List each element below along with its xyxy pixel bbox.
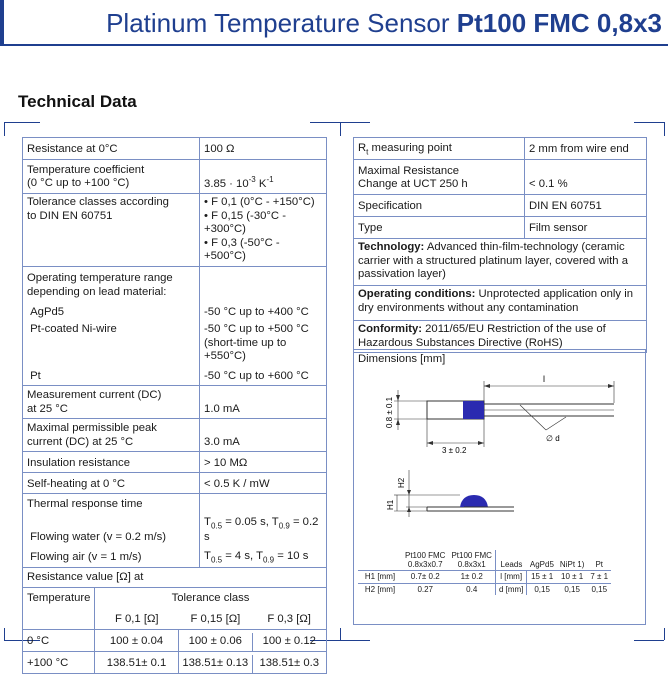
tolerance-values (200, 194, 327, 267)
leader-line (546, 417, 566, 430)
agpd-label (23, 301, 200, 321)
temperature-header-empty (23, 607, 95, 629)
sensor-side-view (386, 470, 514, 517)
t-sub-05: 0.5 (210, 555, 223, 565)
tempcoef-base: 3.85 · 10 (204, 177, 249, 190)
table-row (358, 571, 611, 583)
dimensions-drawing (354, 350, 645, 550)
table-row (23, 567, 327, 587)
rt-symbol: R (358, 142, 367, 155)
air-label (23, 546, 200, 567)
arrow (396, 419, 400, 425)
row-value: 138.51± 0.1 (95, 651, 179, 673)
corner-line (340, 122, 341, 136)
peak-label-line2: current (DC) at 25 °C (27, 435, 134, 448)
resval-label: Resistance value [Ω] at (23, 567, 327, 587)
arrow (396, 395, 400, 401)
type-label: Type (354, 217, 525, 239)
corner-line (4, 628, 5, 640)
dt-agpd-header: AgPd5 (529, 560, 554, 570)
dt-l-label: l [mm] (495, 571, 526, 583)
dimensions-table (358, 550, 611, 595)
dim-h1-text: H1 (386, 499, 395, 510)
dt-h1-label: H1 [mm] (358, 571, 402, 583)
dt-col2-line2: 0.8x3x1 (457, 560, 486, 570)
corner-line (340, 122, 370, 123)
tempcoef-unit: K (255, 177, 267, 190)
tolerance-item: • F 0,15 (-30°C - +300°C) (204, 210, 322, 237)
tolerance-label-line1: Tolerance classes according (27, 196, 169, 208)
technology-text: Advanced thin-film-technology (ceramic carrier with a structured platinum layer, covered with a passivation layer) (358, 241, 628, 281)
sensor-top-view (385, 374, 614, 455)
table-row (354, 321, 647, 353)
maxres-value: < 0.1 % (525, 160, 647, 195)
class-header: F 0,15 [Ω] (190, 613, 241, 626)
peak-label (23, 419, 200, 452)
t-sub-09: 0.9 (278, 521, 290, 531)
technical-data-table (22, 137, 327, 674)
side-chip-dome (460, 495, 488, 507)
table-row (23, 651, 327, 673)
conformity-title: Conformity: (358, 323, 423, 335)
dt-l-v3: 7 ± 1 (587, 571, 611, 583)
dim-height-text: 0.8 ± 0.1 (385, 396, 394, 428)
table-row (23, 386, 327, 419)
dt-col1-line1: Pt100 FMC (405, 551, 446, 560)
agpd-label-text: AgPd5 (30, 305, 65, 318)
table-row (23, 419, 327, 452)
dt-leads-header: Leads (500, 560, 523, 570)
operating-label (23, 266, 200, 301)
meas-value: 1.0 mA (200, 386, 327, 419)
dt-d-v1: 0,15 (527, 583, 557, 595)
row-value-split (179, 633, 326, 651)
dt-col2-header (448, 550, 495, 571)
air-t09: = 10 s (274, 549, 309, 562)
table-row (23, 629, 327, 651)
corner-line (310, 122, 340, 123)
insulation-value: > 10 MΩ (200, 452, 327, 473)
tempcoef-label (23, 160, 200, 194)
title-prefix: Platinum Temperature Sensor (106, 8, 457, 38)
t-sub-09: 0.9 (262, 555, 275, 565)
properties-table (353, 137, 647, 353)
peak-value: 3.0 mA (200, 419, 327, 452)
section-title: Technical Data (18, 92, 137, 111)
dt-l-v1: 15 ± 1 (527, 571, 557, 583)
row-temp: +100 °C (23, 651, 95, 673)
corner-line (634, 640, 664, 641)
pt-label-text: Pt (30, 369, 41, 382)
dim-diameter-text: ∅ d (546, 434, 560, 443)
table-row (23, 587, 327, 607)
t-sub-05: 0.5 (210, 521, 223, 531)
table-row (354, 239, 647, 286)
spec-value: DIN EN 60751 (525, 195, 647, 217)
ptni-label (23, 321, 200, 366)
air-value (200, 546, 327, 567)
rt-label-rest: measuring point (368, 142, 452, 155)
tolerance-item: • F 0,1 (0°C - +150°C) (204, 196, 322, 210)
air-t05: = 4 s, T (222, 549, 263, 562)
operating-empty (200, 266, 327, 301)
selfheat-label: Self-heating at 0 °C (23, 473, 200, 494)
tempcoef-value (200, 160, 327, 194)
table-row (23, 194, 327, 267)
conformity-cell (354, 321, 647, 353)
dt-d-label: d [mm] (495, 583, 526, 595)
table-row (23, 473, 327, 494)
dim-h2-text: H2 (397, 477, 406, 488)
dim-length-text: 3 ± 0.2 (442, 446, 467, 455)
table-row (358, 550, 611, 571)
dt-h2-v1: 0.27 (402, 583, 448, 595)
table-row (354, 195, 647, 217)
dt-col1-line2: 0.8x3x0.7 (407, 560, 443, 570)
arrow (427, 441, 433, 445)
water-t05: = 0.05 s, T (222, 515, 279, 528)
arrow (484, 384, 490, 388)
t-symbol: T (204, 515, 211, 528)
water-value (200, 514, 327, 546)
row-value-split (179, 655, 326, 673)
tolerance-item: • F 0,3 (-50°C - +500°C) (204, 237, 322, 264)
dt-h2-v2: 0.4 (448, 583, 495, 595)
rt-value: 2 mm from wire end (525, 138, 647, 160)
spec-label: Specification (354, 195, 525, 217)
table-row (23, 138, 327, 160)
operating-label-line2: depending on lead material: (27, 285, 167, 298)
row-value: 100 ± 0.04 (95, 629, 179, 651)
rt-label (354, 138, 525, 160)
technology-title: Technology: (358, 241, 425, 253)
table-row (354, 217, 647, 239)
dt-col2-line1: Pt100 FMC (451, 551, 492, 560)
title-bar (0, 0, 668, 46)
meas-label (23, 386, 200, 419)
tolerance-label-line2: to DIN EN 60751 (27, 209, 113, 222)
dt-nipt-header: NiPt 1) (559, 560, 585, 570)
ptni-value (200, 321, 327, 366)
type-value: Film sensor (525, 217, 647, 239)
pt-label (23, 366, 200, 386)
water-t09: = 0.2 s (204, 515, 319, 543)
corner-line (4, 122, 40, 123)
tempcoef-unit-exp: -1 (266, 174, 274, 184)
row-value-group (179, 651, 327, 673)
insulation-label: Insulation resistance (23, 452, 200, 473)
page-title (106, 8, 662, 39)
water-label-text: Flowing water (v = 0.2 m/s) (30, 530, 167, 543)
dt-col1-header (402, 550, 448, 571)
peak-label-line1: Maximal permissible peak (27, 422, 157, 435)
ptni-value-line1: -50 °C up to +500 °C (204, 323, 309, 336)
row-value: 138.51± 0.3 (259, 657, 320, 670)
operating-title: Operating conditions: (358, 288, 476, 300)
row-value: 138.51± 0.13 (179, 655, 253, 673)
leader-line (520, 405, 546, 430)
conformity-text: 2011/65/EU Restriction of the use of Hazardous Substances Directive (RoHS) (358, 323, 606, 349)
class-header-group (179, 607, 327, 629)
table-row (23, 301, 327, 321)
corner-line (340, 628, 341, 640)
table-row (358, 583, 611, 595)
t-symbol: T (204, 549, 211, 562)
agpd-value: -50 °C up to +400 °C (200, 301, 327, 321)
dt-l-v2: 10 ± 1 (557, 571, 587, 583)
ptni-value-line2: (short-time up to +550°C) (204, 336, 287, 363)
rt-sub: t (366, 147, 369, 157)
table-row (23, 546, 327, 567)
arrow (478, 441, 484, 445)
tolerance-label (23, 194, 200, 267)
dt-h1-v2: 1± 0.2 (448, 571, 495, 583)
dt-h1-v1: 0.7± 0.2 (402, 571, 448, 583)
dt-d-v2: 0,15 (557, 583, 587, 595)
operating-cell (354, 286, 647, 321)
table-row (23, 160, 327, 194)
technology-cell (354, 239, 647, 286)
corner-line (634, 122, 664, 123)
maxres-label-line1: Maximal Resistance (358, 164, 460, 177)
dimensions-label: Dimensions [mm] (358, 353, 446, 365)
table-row (23, 607, 327, 629)
class-header: F 0,3 [Ω] (267, 613, 311, 626)
dim-l-text: l (543, 374, 545, 384)
meas-label-line2: at 25 °C (27, 402, 68, 415)
table-row (354, 138, 647, 160)
dt-corner (358, 550, 402, 571)
resistance-label: Resistance at 0°C (23, 138, 200, 160)
pt-value: -50 °C up to +600 °C (200, 366, 327, 386)
thermal-empty (200, 494, 327, 514)
table-row (23, 366, 327, 386)
tempcoef-exp: -3 (248, 174, 256, 184)
tempcoef-label-line1: Temperature coefficient (27, 163, 145, 176)
air-label-text: Flowing air (v = 1 m/s) (30, 551, 142, 564)
tolclass-header: Tolerance class (95, 587, 327, 607)
table-row (354, 160, 647, 195)
row-temp: 0 °C (23, 629, 95, 651)
table-row (23, 452, 327, 473)
title-product: Pt100 FMC 0,8x3 (456, 8, 662, 38)
table-row (23, 494, 327, 514)
dt-d-v3: 0,15 (587, 583, 611, 595)
dimensions-panel (353, 349, 646, 625)
water-label (23, 514, 200, 546)
operating-text: Unprotected application only in dry environments without any contamination (358, 288, 634, 314)
ptni-label-text: Pt-coated Ni-wire (30, 323, 117, 336)
table-row (23, 514, 327, 546)
arrow (608, 384, 614, 388)
temperature-header: Temperature (23, 587, 95, 607)
sensor-chip (463, 401, 484, 419)
table-row (354, 286, 647, 321)
title-accent (0, 0, 4, 46)
class-header: F 0,1 [Ω] (95, 607, 179, 629)
tempcoef-label-line2: (0 °C up to +100 °C) (27, 177, 130, 190)
thermal-label: Thermal response time (23, 494, 200, 514)
maxres-label-line2: Change at UCT 250 h (358, 178, 468, 191)
table-row (23, 266, 327, 301)
corner-line (664, 628, 665, 640)
dt-h2-label: H2 [mm] (358, 583, 402, 595)
corner-line (4, 122, 5, 136)
row-value: 100 ± 0.12 (262, 635, 316, 648)
resistance-value: 100 Ω (200, 138, 327, 160)
maxres-label (354, 160, 525, 195)
dt-pt-header: Pt (595, 560, 604, 570)
meas-label-line1: Measurement current (DC) (27, 389, 162, 402)
class-header-split (179, 611, 327, 629)
operating-label-line1: Operating temperature range (27, 272, 173, 285)
table-row (23, 321, 327, 366)
arrow (407, 490, 411, 495)
row-value: 100 ± 0.06 (179, 633, 253, 651)
row-value-group (179, 629, 327, 651)
corner-line (664, 122, 665, 136)
selfheat-value: < 0.5 K / mW (200, 473, 327, 494)
